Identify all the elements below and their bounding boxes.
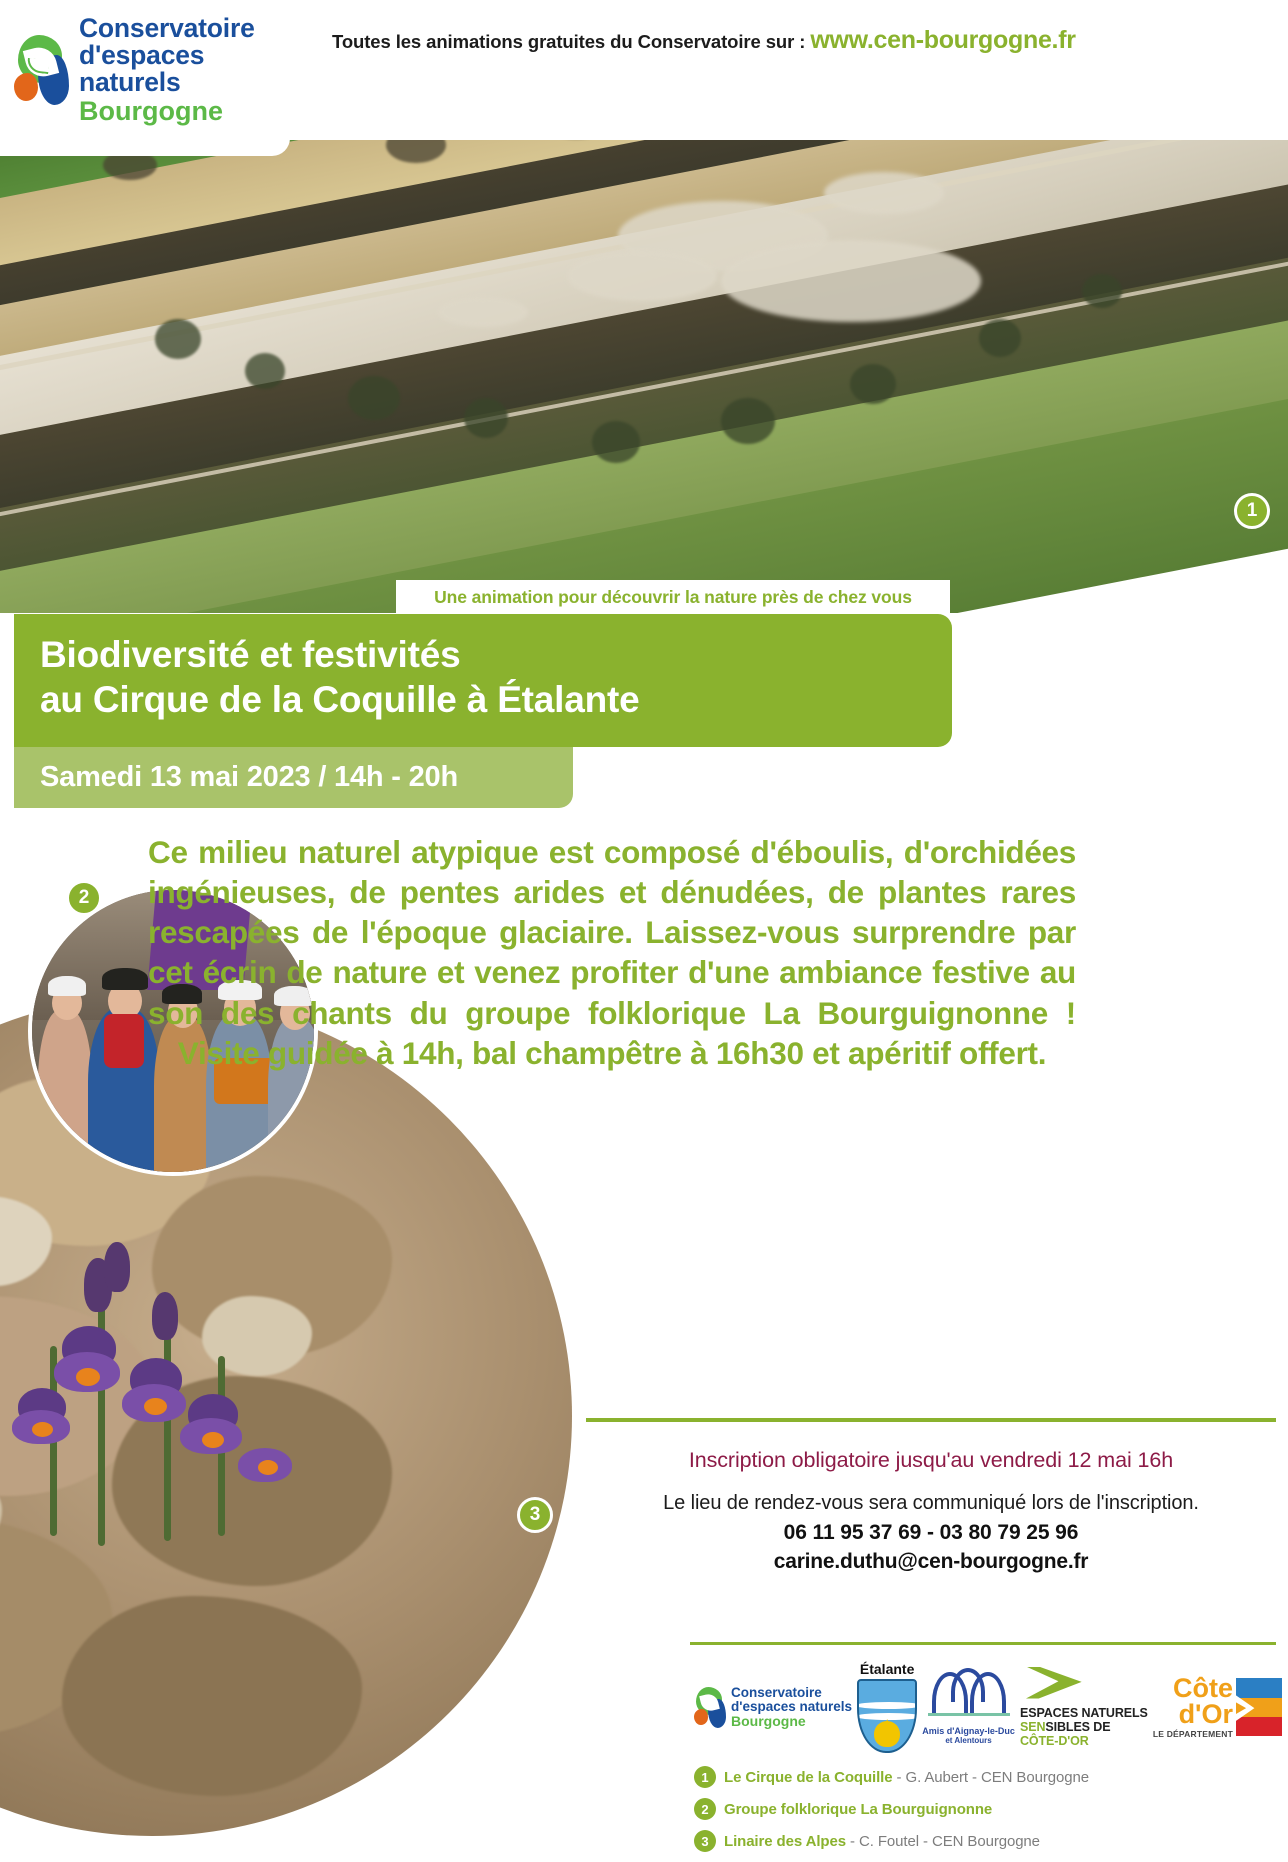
cotedor-line3: LE DÉPARTEMENT	[1152, 1728, 1233, 1739]
ens-line3: CÔTE-D'OR	[1019, 1733, 1089, 1748]
event-title-line2: au Cirque de la Coquille à Étalante	[40, 679, 640, 721]
header-tagline	[332, 26, 1076, 55]
hero-tagline-text: Une animation pour découvrir la nature près de chez vous	[434, 586, 912, 607]
credit-text-2	[724, 1801, 992, 1818]
partner-logo-etalante	[857, 1661, 917, 1753]
cen-leaf-icon-small	[694, 1686, 726, 1728]
partner-logo-amis-aignay	[922, 1670, 1015, 1745]
photo-badge-3: 3	[517, 1497, 553, 1533]
partner-logos	[694, 1658, 1282, 1756]
credit-title-3: Linaire des Alpes	[724, 1832, 846, 1850]
cotedor-line2: d'Or	[1178, 1698, 1233, 1729]
info-divider	[586, 1418, 1276, 1422]
cen-logo-line2: d'espaces naturels	[79, 39, 205, 97]
contact-phone[interactable]: 06 11 95 37 69 - 03 80 79 25 96	[783, 1521, 1079, 1544]
cotedor-line1: Côte	[1172, 1673, 1233, 1704]
credit-row	[694, 1830, 1274, 1852]
ens-line2-b: SIBLES DE	[1045, 1719, 1111, 1734]
amis-line2: et Alentours	[945, 1735, 992, 1745]
contact-email[interactable]: carine.duthu@cen-bourgogne.fr	[773, 1550, 1089, 1573]
event-date-block	[14, 747, 573, 808]
header-website-url[interactable]: www.cen-bourgogne.fr	[810, 26, 1076, 54]
credit-author-1: - G. Aubert - CEN Bourgogne	[892, 1768, 1089, 1786]
cen-logo-line1: Conservatoire	[79, 12, 255, 43]
credit-row	[694, 1766, 1274, 1788]
ens-line2	[1020, 1720, 1148, 1734]
credit-text-3	[724, 1833, 1040, 1850]
meeting-point-note: Le lieu de rendez-vous sera communiqué lors de l'inscription.	[663, 1492, 1199, 1514]
credit-text-1	[724, 1769, 1089, 1786]
credit-number-3: 3	[694, 1830, 716, 1852]
page-header	[0, 0, 1288, 140]
event-title-block	[14, 614, 952, 747]
photo-credits	[694, 1766, 1274, 1862]
photo-badge-2: 2	[66, 880, 102, 916]
header-tagline-prefix: Toutes les animations gratuites du Conservatoire sur :	[332, 31, 811, 52]
ens-line1: ESPACES NATURELS	[1019, 1705, 1148, 1720]
credit-number-1: 1	[694, 1766, 716, 1788]
event-date-text: Samedi 13 mai 2023 / 14h - 20h	[40, 761, 458, 793]
credit-author-3: - C. Foutel - CEN Bourgogne	[845, 1832, 1040, 1850]
partner-cen-line3: Bourgogne	[731, 1712, 806, 1729]
cotedor-flag-icon	[1236, 1678, 1282, 1736]
ens-line2-a: SEN	[1019, 1719, 1046, 1734]
etalante-label: Étalante	[859, 1661, 915, 1677]
partner-logo-cote-dor	[1152, 1673, 1282, 1739]
photo-badge-1: 1	[1234, 493, 1270, 529]
cen-logo-line3: Bourgogne	[79, 95, 223, 126]
partner-cen-line2: d'espaces naturels	[731, 1698, 853, 1714]
event-description: Ce milieu naturel atypique est composé d'éboulis, d'orchidées ingénieuses, de pentes arides et dénudées, de plantes rares rescapées de l'époque glaciaire. Laissez-vous surprendre par cet écrin de nature et venez profiter d'une ambiance festive au son des chants du groupe folklorique La Bourguignonne ! Visite guidée à 14h, bal champêtre à 16h30 et apéritif offert.	[148, 834, 1076, 1071]
partner-cen-line1: Conservatoire	[731, 1684, 822, 1700]
hero-tagline-bar	[396, 580, 950, 614]
partners-divider	[690, 1642, 1276, 1645]
partner-logo-ens-cotedor	[1020, 1667, 1148, 1748]
credit-title-2: Groupe folklorique La Bourguignonne	[724, 1800, 993, 1818]
credit-row	[694, 1798, 1274, 1820]
cen-leaf-icon	[14, 33, 70, 107]
amis-line1: Amis d'Aignay-le-Duc	[922, 1725, 1015, 1736]
partner-logo-cen	[694, 1686, 852, 1729]
registration-deadline: Inscription obligatoire jusqu'au vendredi 12 mai 16h	[688, 1448, 1174, 1472]
cen-logo-wordmark	[79, 12, 280, 126]
amis-houses-icon	[926, 1670, 1012, 1724]
ens-chevron-icon	[1026, 1667, 1088, 1701]
etalante-crest-icon	[857, 1679, 917, 1753]
credit-number-2: 2	[694, 1798, 716, 1820]
registration-info	[586, 1418, 1276, 1574]
event-title-line1: Biodiversité et festivités	[40, 634, 461, 675]
credit-title-1: Le Cirque de la Coquille	[724, 1768, 893, 1786]
cen-bourgogne-logo	[14, 14, 280, 126]
